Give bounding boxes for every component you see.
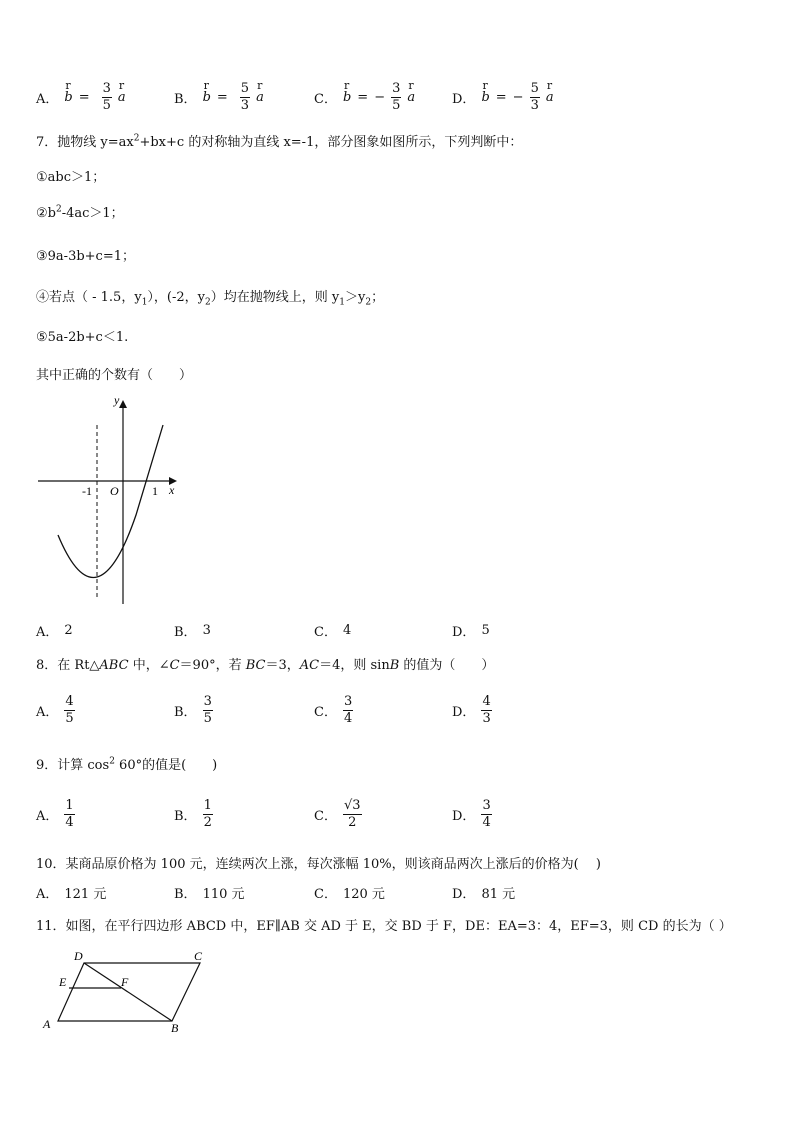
q10-option-d[interactable]: D． 81 元 (452, 886, 516, 902)
vector-a: r a (407, 78, 416, 105)
vector-arrow-icon: r (257, 78, 263, 92)
q8-option-c[interactable]: C． $\frac{3}{4}$ (314, 693, 353, 726)
vertex-a: A (43, 1017, 51, 1031)
vector-a: r a (117, 78, 126, 105)
vector-arrow-icon: r (408, 78, 414, 92)
q6-options (36, 77, 756, 117)
vertex-f: F (121, 975, 129, 989)
q7-statement-5: ⑤5a-2b+c＜1. (36, 330, 129, 345)
fraction: $\frac{4}{3}$ (482, 693, 491, 726)
fraction: $\frac{4}{5}$ (65, 693, 74, 726)
fraction: $\frac{3}{4}$ (482, 797, 491, 830)
vector-arrow-icon: r (546, 78, 553, 92)
q9-option-d[interactable]: D． $\frac{3}{4}$ (452, 797, 491, 830)
q8-option-a[interactable]: A． $\frac{4}{5}$ (36, 693, 74, 726)
q9-options (36, 794, 756, 834)
q7-options (36, 612, 756, 648)
vector-arrow-icon: r (343, 78, 350, 92)
q7-statement-3: ③9a-3b+c=1； (36, 249, 135, 264)
vector-arrow-icon: r (203, 78, 209, 92)
parallelogram-figure (36, 942, 216, 1037)
q7-statement-1: ①abc＞1； (36, 170, 106, 185)
fraction: $\frac{3}{5}$ (392, 80, 401, 113)
q6-option-a[interactable]: A． r b = $\frac{3}{5}$ r a (36, 78, 126, 113)
y-axis-arrow-icon (119, 400, 127, 408)
fraction: $\frac{3}{5}$ (102, 80, 111, 113)
q10-option-a[interactable]: A． 121 元 (36, 886, 107, 902)
vector-arrow-icon: r (65, 78, 71, 92)
q8-option-d[interactable]: D． $\frac{4}{3}$ (452, 693, 491, 726)
q9-option-c[interactable]: C． $\frac{√3}{2}$ (314, 797, 361, 830)
y-label: y (114, 393, 120, 407)
vertex-c: C (194, 949, 203, 963)
q7-option-a[interactable]: A． 2 (36, 622, 73, 640)
vector-b: r b (481, 78, 490, 105)
one-label: 1 (152, 484, 158, 498)
vector-arrow-icon: r (118, 78, 125, 92)
neg-one-label: -1 (82, 484, 92, 498)
fraction: $\frac{√3}{2}$ (343, 797, 361, 830)
q7-prompt: 其中正确的个数有（ ） (36, 368, 193, 383)
q10-option-c[interactable]: C． 120 元 (314, 886, 385, 902)
fraction: $\frac{3}{4}$ (343, 693, 353, 726)
parabola-curve (58, 425, 163, 577)
q9-option-a[interactable]: A． $\frac{1}{4}$ (36, 797, 74, 830)
vector-a: r a (545, 78, 554, 105)
q7-statement-2: $②b^2-4ac>1$； (36, 204, 124, 221)
vertex-e: E (59, 975, 67, 989)
q8-option-b[interactable]: B． $\frac{3}{5}$ (174, 693, 212, 726)
q10-options (36, 874, 756, 910)
q6-option-d[interactable]: D． r b = − $\frac{5}{3}$ r a (452, 78, 554, 113)
vector-b: r b (342, 78, 352, 105)
q6-option-c[interactable]: C． r b = − $\frac{3}{5}$ r a (314, 78, 416, 113)
fraction: $\frac{5}{3}$ (530, 80, 539, 113)
parabola-graph (36, 390, 196, 610)
q10-option-b[interactable]: B． 110 元 (174, 886, 245, 902)
q7-option-c[interactable]: C． 4 (314, 622, 352, 640)
vector-arrow-icon: r (482, 78, 488, 92)
q7-option-b[interactable]: B． 3 (174, 622, 211, 640)
option-label: A． (36, 91, 59, 107)
q8-stem: 8．在 Rt△ABC 中，∠C＝90°，若 BC＝3，AC＝4，则 sinB 的值为（ ） (36, 658, 495, 673)
fraction: $\frac{1}{4}$ (65, 797, 74, 830)
x-label: x (169, 483, 175, 497)
vertex-b: B (171, 1021, 179, 1035)
segment-bd (84, 963, 172, 1021)
vector-b: r b (202, 78, 211, 105)
vertex-d: D (74, 949, 83, 963)
fraction: $\frac{1}{2}$ (203, 797, 212, 830)
fraction: $\frac{3}{5}$ (203, 693, 212, 726)
option-label: C． (314, 91, 337, 107)
q7-option-d[interactable]: D． 5 (452, 622, 490, 640)
vector-a: r a (256, 78, 264, 105)
q8-options (36, 690, 756, 730)
q10-stem: 10．某商品原价格为 100 元，连续两次上涨，每次涨幅 10%，则该商品两次上涨后的价格为( ) (36, 857, 601, 872)
q7-stem: 7．抛物线 $y=ax^2+bx+c$ 的对称轴为直线 x=-1，部分图象如图所示，下列判断中： (36, 133, 523, 150)
vector-b: r b (64, 78, 73, 105)
fraction: $\frac{5}{3}$ (240, 80, 250, 113)
option-label: D． (452, 91, 476, 107)
q9-option-b[interactable]: B． $\frac{1}{2}$ (174, 797, 212, 830)
q11-stem: 11．如图，在平行四边形 ABCD 中，EF∥AB 交 AD 于 E，交 BD 于 F，DE：EA=3：4，EF=3，则 CD 的长为（ ） (36, 919, 732, 934)
q6-option-b[interactable]: B． r b = $\frac{5}{3}$ r a (174, 78, 264, 113)
q7-statement-4: ④若点（ - 1.5，$y_1$），(-2，$y_2$）均在抛物线上，则 $y_1>y_2$； (36, 290, 385, 308)
origin-label: O (110, 484, 119, 498)
option-label: B． (174, 91, 197, 107)
q9-stem: 9．计算 $\cos^2 60^\circ$的值是( ) (36, 756, 218, 773)
